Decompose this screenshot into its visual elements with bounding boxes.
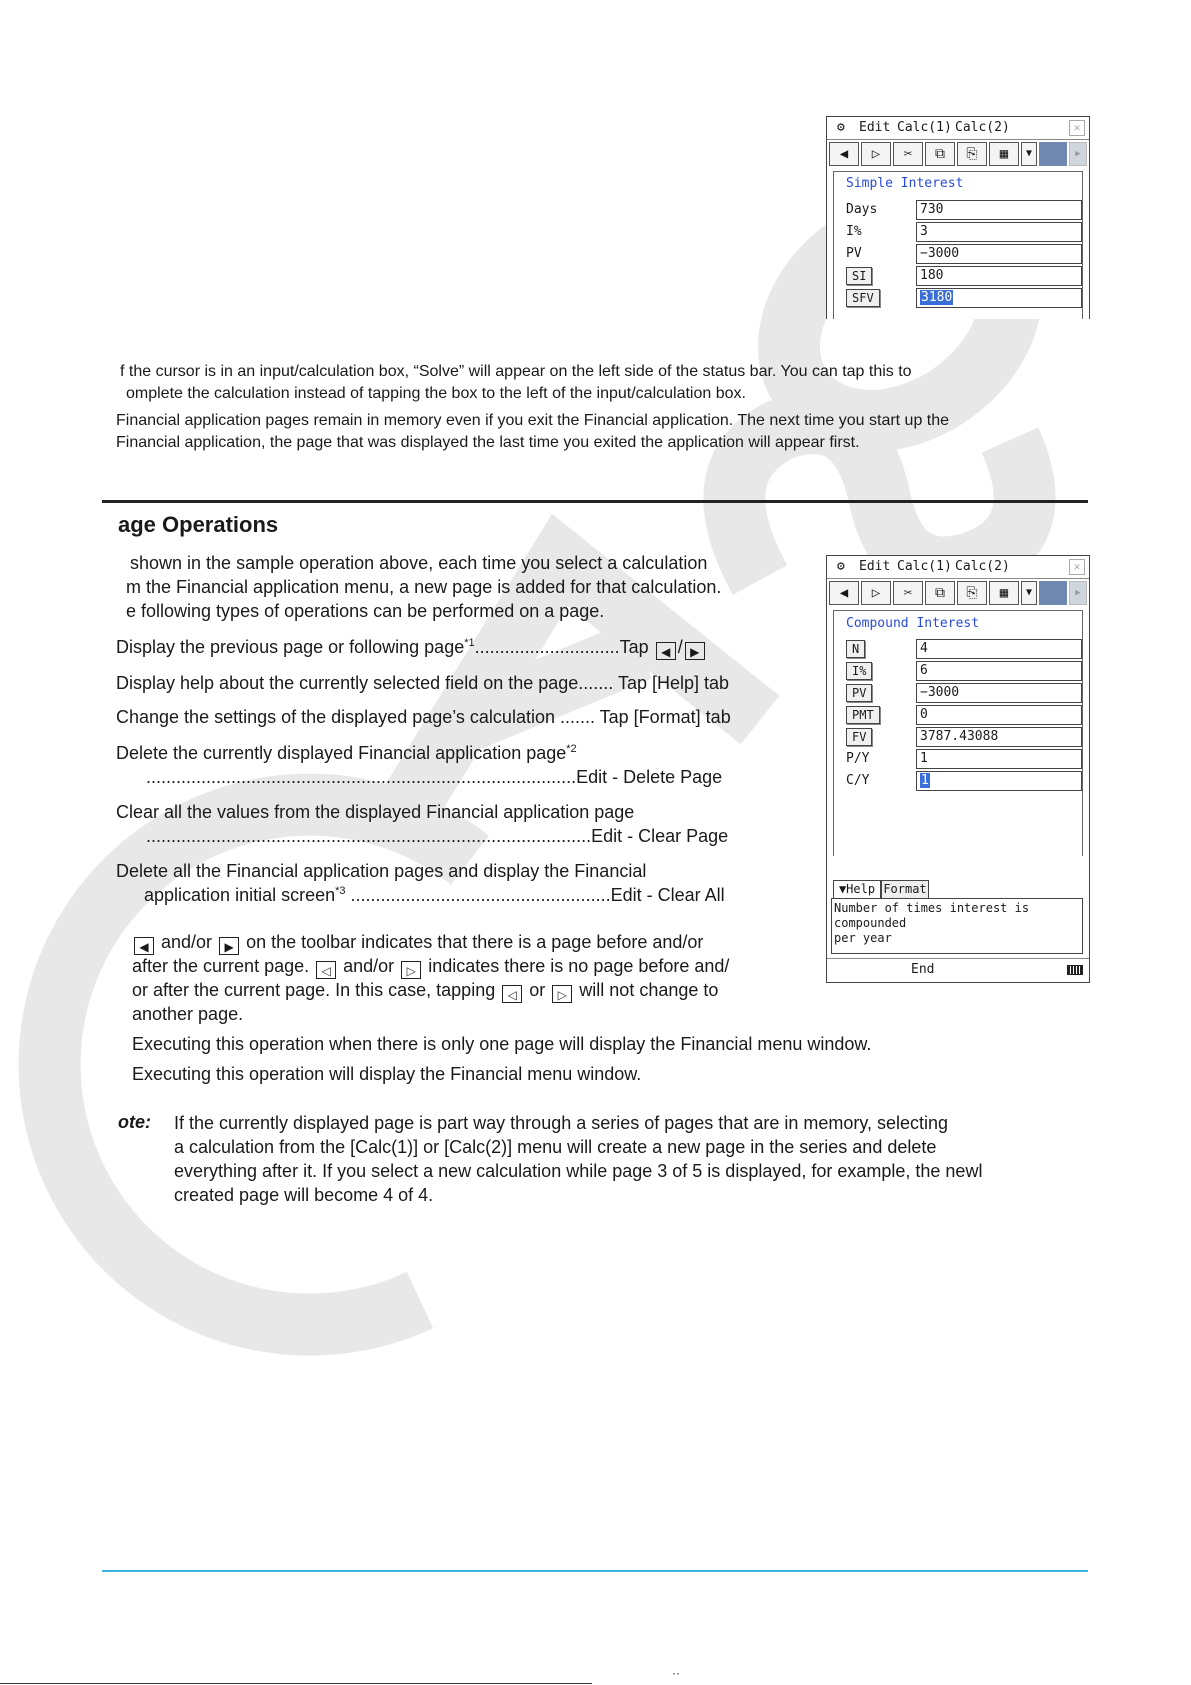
field-value[interactable]: [916, 771, 1082, 791]
intro-line: Financial application, the page that was displayed the last time you exited the application will appear first.: [116, 434, 860, 451]
slash: /: [677, 637, 683, 657]
solve-si-button[interactable]: SI: [846, 267, 872, 285]
field-label: Days: [846, 202, 878, 217]
paste-icon[interactable]: ⎘: [957, 581, 987, 605]
next-page-hollow-icon: ▷: [552, 985, 572, 1003]
solve-sfv-button[interactable]: SFV: [846, 289, 880, 307]
field-value[interactable]: 730: [916, 200, 1082, 220]
footnote-line: [132, 954, 729, 979]
solve-pmt-button[interactable]: PMT: [846, 706, 880, 724]
scroll-right-icon[interactable]: ▶: [1069, 142, 1087, 166]
simple-interest-screen: [826, 116, 1090, 319]
operation-text: Delete the currently displayed Financial application page: [116, 743, 567, 763]
leader-dots: .............................Tap: [474, 637, 649, 657]
note-line: created page will become 4 of 4.: [174, 1185, 434, 1205]
calc-title: Compound Interest: [846, 616, 980, 631]
tab-help[interactable]: ▼Help: [833, 880, 881, 898]
field-label: I%: [846, 224, 862, 239]
footnote-line: another page.: [132, 1004, 244, 1024]
field-value[interactable]: 3: [916, 222, 1082, 242]
menu-edit[interactable]: Edit: [859, 120, 891, 135]
operation-item: Change the settings of the displayed page’s calculation ....... Tap [Format] tab: [116, 707, 731, 727]
menu-calc2[interactable]: Calc(2): [955, 559, 1010, 574]
copy-icon[interactable]: ⧉: [925, 142, 955, 166]
footnote-line: Executing this operation will display the Financial menu window.: [132, 1064, 642, 1084]
toolbar-filler: [1039, 142, 1067, 166]
input-pane: [833, 171, 1083, 319]
previous-page-icon: ◀: [656, 642, 676, 660]
selected-value: 3180: [921, 290, 953, 305]
toolbar: [829, 581, 1087, 605]
field-value[interactable]: [916, 288, 1082, 308]
footnote-text: will not change to: [579, 980, 719, 1000]
operation-item: Delete all the Financial application pages and display the Financial: [116, 861, 647, 881]
menu-calc2[interactable]: Calc(2): [955, 120, 1010, 135]
calc-title: Simple Interest: [846, 176, 964, 191]
footnote-ref: *1: [464, 637, 475, 649]
footer-divider: [102, 1570, 1088, 1572]
help-text: Number of times interest is compounded: [834, 901, 1030, 930]
footnote-line: Executing this operation when there is only one page will display the Financial menu window.: [132, 1034, 872, 1054]
leader-dots: ....................................................Edit - Clear All: [345, 885, 725, 905]
previous-page-icon: ◀: [134, 937, 154, 955]
note-line: everything after it. If you select a new calculation while page 3 of 5 is displayed, for example, the newl: [174, 1161, 983, 1181]
operation-item: .........................................................................................Edit - Clear Page: [146, 826, 729, 846]
note-line: If the currently displayed page is part way through a series of pages that are in memory, selecting: [174, 1113, 949, 1133]
battery-icon: [1067, 965, 1083, 975]
note-label: ote:: [118, 1112, 151, 1132]
field-label: C/Y: [846, 773, 870, 788]
toolbar: [829, 142, 1087, 166]
footnote-ref: *3: [335, 885, 346, 897]
table-icon[interactable]: ▦: [989, 142, 1019, 166]
footnote-text: and/or: [343, 956, 395, 976]
footnote-line: [132, 978, 718, 1003]
field-value[interactable]: 1: [916, 749, 1082, 769]
status-bar: [827, 958, 1089, 983]
intro-line: omplete the calculation instead of tapping the box to the left of the input/calculation box.: [126, 385, 746, 402]
section-heading: age Operations: [118, 512, 279, 537]
scroll-right-icon[interactable]: ▶: [1069, 581, 1087, 605]
footnote-ref: *2: [566, 743, 577, 755]
field-label: P/Y: [846, 751, 870, 766]
footnote-text: after the current page.: [132, 956, 310, 976]
footnote-text: or after the current page. In this case, tapping: [132, 980, 496, 1000]
paragraph-line: e following types of operations can be performed on a page.: [126, 601, 605, 621]
intro-line: f the cursor is in an input/calculation box, “Solve” will appear on the left side of the status bar. You can tap this to: [120, 363, 912, 380]
note-line: a calculation from the [Calc(1)] or [Calc(2)] menu will create a new page in the series and delete: [174, 1137, 937, 1157]
bottom-rule: [0, 1683, 592, 1684]
solve-i-percent-button[interactable]: I%: [846, 662, 872, 680]
operation-item: [144, 883, 725, 907]
solve-n-button[interactable]: N: [846, 640, 865, 658]
field-value[interactable]: −3000: [916, 244, 1082, 264]
input-pane: [833, 610, 1083, 856]
settings-icon[interactable]: ⚙: [837, 120, 845, 135]
field-value[interactable]: 0: [916, 705, 1082, 725]
copy-icon[interactable]: ⧉: [925, 581, 955, 605]
operation-item: Clear all the values from the displayed Financial application page: [116, 802, 635, 822]
cut-icon[interactable]: ✂: [893, 142, 923, 166]
next-page-icon[interactable]: ▷: [861, 581, 891, 605]
solve-fv-button[interactable]: FV: [846, 728, 872, 746]
menu-bar: [827, 117, 1089, 140]
previous-page-hollow-icon: ◁: [502, 985, 522, 1003]
operation-item: [116, 635, 707, 660]
help-text: per year: [834, 931, 892, 945]
page-mark: ··: [672, 1666, 680, 1680]
operation-item: Display help about the currently selected field on the page....... Tap [Help] tab: [116, 673, 730, 693]
field-label: PV: [846, 246, 862, 261]
previous-page-icon[interactable]: ◀: [829, 581, 859, 605]
next-page-icon: ▶: [219, 937, 239, 955]
dropdown-icon[interactable]: ▼: [1021, 142, 1037, 166]
selected-value: 1: [921, 773, 929, 788]
footnote-line: [132, 930, 703, 955]
footnote-text: or: [529, 980, 546, 1000]
next-page-icon[interactable]: ▷: [861, 142, 891, 166]
paragraph-line: shown in the sample operation above, each time you select a calculation: [130, 553, 708, 573]
next-page-icon: ▶: [685, 642, 705, 660]
menu-edit[interactable]: Edit: [859, 559, 891, 574]
intro-line: Financial application pages remain in memory even if you exit the Financial application. The next time you start up the: [116, 412, 950, 429]
close-icon[interactable]: ✕: [1069, 559, 1085, 575]
field-value[interactable]: 4: [916, 639, 1082, 659]
dropdown-icon[interactable]: ▼: [1021, 581, 1037, 605]
footnote-text: indicates there is no page before and/: [428, 956, 730, 976]
previous-page-hollow-icon: ◁: [316, 961, 336, 979]
paste-icon[interactable]: ⎘: [957, 142, 987, 166]
operation-text: Display the previous page or following page: [116, 637, 465, 657]
tab-format[interactable]: Format: [881, 880, 929, 898]
section-divider: [102, 500, 1088, 503]
field-value[interactable]: −3000: [916, 683, 1082, 703]
status-end[interactable]: End: [911, 962, 935, 977]
cut-icon[interactable]: ✂: [893, 581, 923, 605]
paragraph-line: m the Financial application menu, a new page is added for that calculation.: [126, 577, 722, 597]
previous-page-icon[interactable]: ◀: [829, 142, 859, 166]
operation-item: [116, 741, 577, 765]
footnote-text: and/or: [161, 932, 213, 952]
help-pane: [831, 898, 1083, 954]
field-value[interactable]: 6: [916, 661, 1082, 681]
operation-item: ......................................................................................Edit - Delete Page: [146, 767, 723, 787]
menu-bar: [827, 556, 1089, 579]
solve-pv-button[interactable]: PV: [846, 684, 872, 702]
toolbar-filler: [1039, 581, 1067, 605]
field-value[interactable]: 180: [916, 266, 1082, 286]
settings-icon[interactable]: ⚙: [837, 559, 845, 574]
menu-calc1[interactable]: Calc(1): [897, 559, 952, 574]
compound-interest-screen: [826, 555, 1090, 983]
menu-calc1[interactable]: Calc(1): [897, 120, 952, 135]
close-icon[interactable]: ✕: [1069, 120, 1085, 136]
footnote-text: on the toolbar indicates that there is a page before and/or: [246, 932, 704, 952]
next-page-hollow-icon: ▷: [401, 961, 421, 979]
table-icon[interactable]: ▦: [989, 581, 1019, 605]
field-value[interactable]: 3787.43088: [916, 727, 1082, 747]
operation-text: application initial screen: [144, 885, 336, 905]
